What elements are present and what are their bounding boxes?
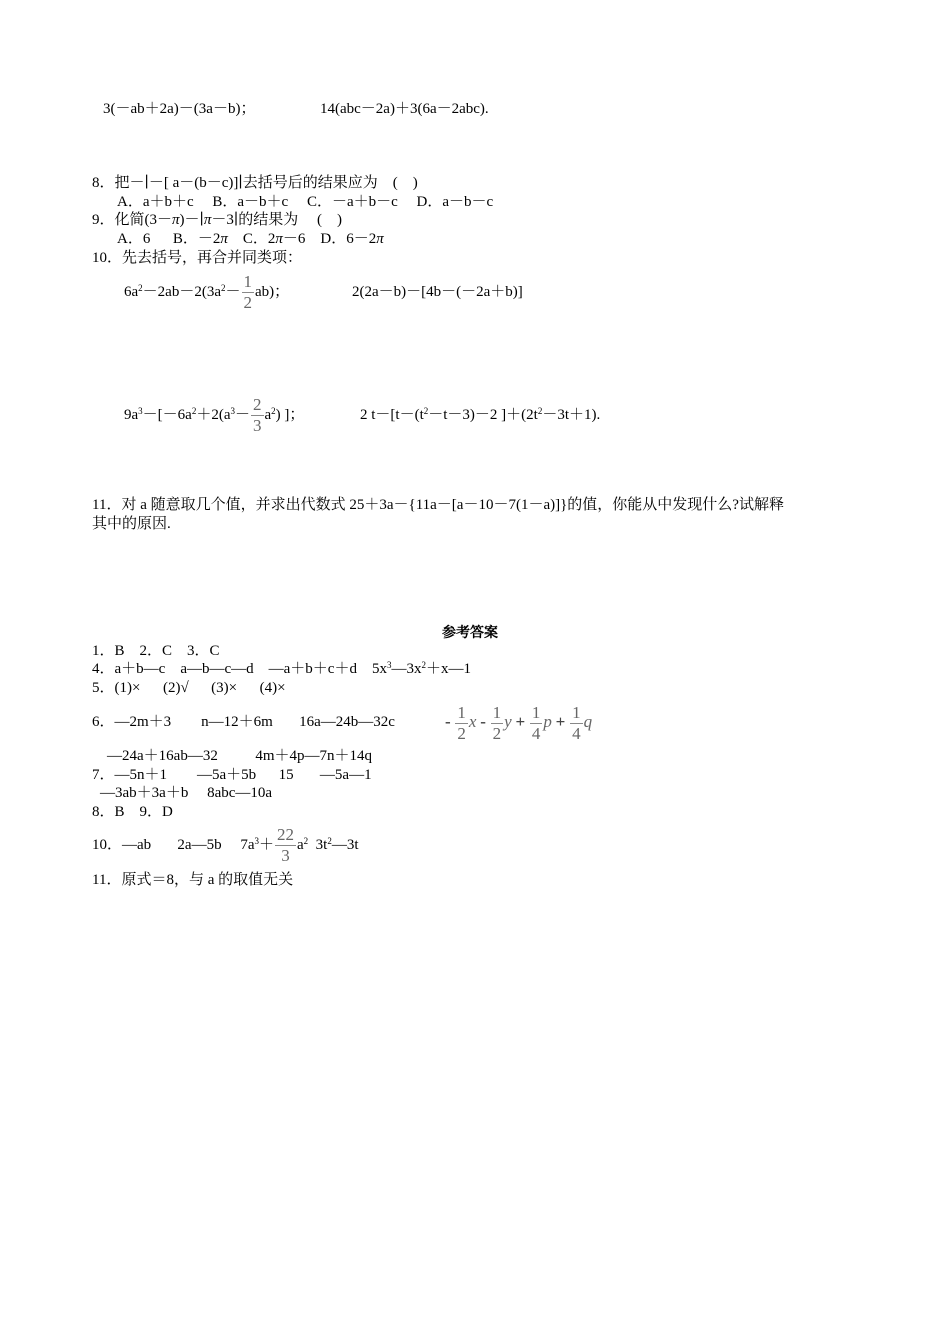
- fraction-one-half: $\frac{1}{2}$: [243, 272, 252, 313]
- answer-6-cont: —24a＋16ab—32 4m＋4p—7n＋14q: [107, 748, 372, 764]
- answer-7: 7．—5n＋1 —5a＋5b 15 —5a—1: [92, 767, 372, 783]
- answer-4: 4．a＋b—c a—b—c—d —a＋b＋c＋d $5x^3—3x^2+x—1$: [92, 660, 471, 677]
- q11-line-2: 其中的原因.: [92, 516, 171, 532]
- answer-7-cont: —3ab＋3a＋b 8abc—10a: [100, 785, 273, 801]
- q8-options: A．a＋b＋c B．a－b＋c C．－a＋b－c D．a－b－c: [117, 194, 494, 210]
- answer-6: 6．—2m＋3 n—12＋6m 16a—24b—32c: [92, 714, 395, 730]
- pi-symbol: π: [172, 212, 180, 228]
- q10-expr-3: $9a^3-[-6a^2+2(a^3-$ $\frac{2}{3}$ $a^2$) ]；: [124, 395, 305, 436]
- fraction-two-thirds: $\frac{2}{3}$: [253, 395, 262, 436]
- q11-line-1: 11．对 a 随意取几个值，并求出代数式 25＋3a－{11a－[a－10－7(1－a)]}的值，你能从中发现什么?试解释: [92, 497, 784, 513]
- q10-expr-4: 2 $t-[t-(t^2-t-3)-2$ ]$+(2t^2-3t+1)$.: [360, 406, 601, 423]
- q10-expr-2: 2(2a－b)－[4b－(－2a＋b)]: [352, 284, 523, 300]
- q8-stem: 8．把－∣－[ a－(b－c)]∣去括号后的结果应为 ( ): [92, 175, 418, 191]
- answer-1-3: 1．B 2．C 3．C: [92, 643, 220, 659]
- answer-5: 5．(1)× (2)√ (3)× (4)×: [92, 680, 286, 696]
- pi-symbol: π: [203, 212, 212, 228]
- answer-10: 10．—ab 2a—5b $7a^3+$ $\frac{22}{3}$ $a^2$ $3t^2—3t$: [92, 825, 359, 866]
- q7-expr-2: 14(abc－2a)＋3(6a－2abc).: [320, 101, 489, 117]
- answers-title: 参考答案: [442, 625, 498, 641]
- q7-expr-1: 3(－ab＋2a)－(3a－b)；: [103, 101, 256, 117]
- fraction-22-thirds: $\frac{22}{3}$: [277, 825, 294, 866]
- answer-6-fraction-expr: - $\frac{1}{2}$ x - $\frac{1}{2}$ y + $\frac{1}{4}$ p + $\frac{1}{4}$ q: [445, 703, 593, 744]
- answer-11: 11．原式＝8，与 a 的取值无关: [92, 872, 294, 888]
- q10-expr-1: $6a^2-2ab-2(3a^2-$ $\frac{1}{2}$ ab)；: [124, 272, 290, 313]
- q9-options: A．6 B．－2π C．2π－6 D．6－2π: [117, 231, 384, 247]
- answer-8-9: 8．B 9．D: [92, 804, 173, 820]
- q10-stem: 10．先去括号，再合并同类项：: [92, 250, 303, 266]
- q9-stem: 9．化简(3－π)－∣π－3∣的结果为 ( ): [92, 212, 343, 228]
